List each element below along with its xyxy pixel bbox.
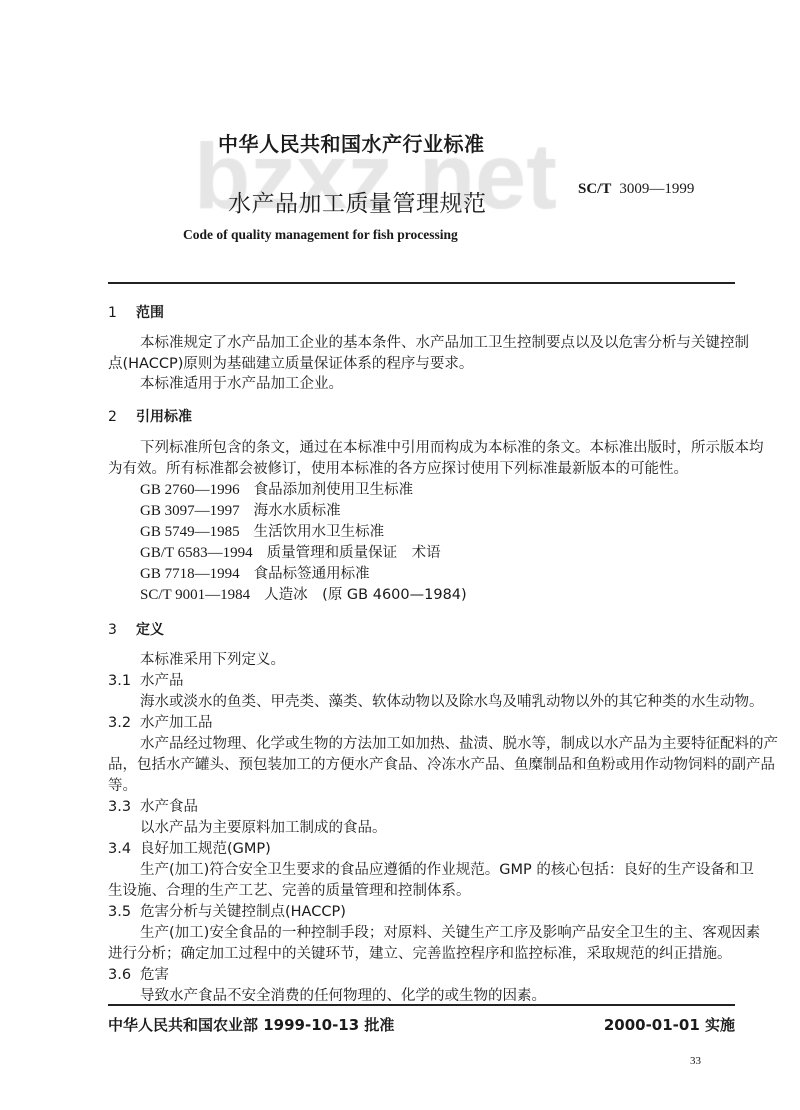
- reference-name: 质量管理和质量保证 术语: [266, 545, 441, 561]
- code-prefix: SC/T: [578, 181, 612, 197]
- definition-term: [108, 840, 271, 858]
- definition-text: 生设施、合理的生产工艺、完善的质量管理和控制体系。: [108, 883, 471, 899]
- english-title: Code of quality management for fish processing: [183, 227, 458, 242]
- definition-text: 品，包括水产罐头、预包装加工的方便水产食品、冷冻水产品、鱼糜制品和鱼粉或用作动物饲料的副产品: [108, 757, 775, 773]
- definition-term-label: 危害分析与关键控制点(HACCP): [140, 904, 346, 920]
- reference-code: SC/T 9001—1984: [140, 587, 251, 603]
- paragraph-line: 为有效。所有标准都会被修订，使用本标准的各方应探讨使用下列标准最新版本的可能性。: [108, 461, 688, 477]
- definition-text: 生产(加工)符合安全卫生要求的食品应遵循的作业规范。GMP 的核心包括：良好的生产设备和卫: [140, 862, 754, 878]
- reference-code: GB/T 6583—1994: [140, 545, 253, 561]
- standard-code: [578, 181, 694, 198]
- definition-text: 进行分析；确定加工过程中的关键环节，建立、完善监控程序和监控标准，采取规范的纠正措施。: [108, 946, 732, 962]
- reference-item: [140, 544, 441, 562]
- code-number: 3009—1999: [619, 181, 695, 197]
- footer-divider: [108, 1004, 735, 1006]
- definition-term: [108, 714, 213, 732]
- reference-name: 食品标签通用标准: [253, 566, 370, 582]
- definition-number: 3.4: [108, 841, 132, 857]
- reference-name: 人造冰 (原 GB 4600—1984): [264, 587, 467, 603]
- definition-term: [108, 798, 198, 816]
- definition-text: 以水产品为主要原料加工制成的食品。: [140, 820, 387, 836]
- section-heading-2: 2 引用标准: [108, 409, 192, 425]
- definition-term: [108, 672, 184, 690]
- reference-code: GB 7718—1994: [140, 566, 240, 582]
- reference-code: GB 3097—1997: [140, 503, 240, 519]
- reference-code: GB 2760—1996: [140, 482, 240, 498]
- definition-term-label: 危害: [140, 967, 169, 983]
- definition-term-label: 水产加工品: [140, 715, 213, 731]
- paragraph-line: 点(HACCP)原则为基础建立质量保证体系的程序与要求。: [108, 356, 474, 372]
- definition-number: 3.1: [108, 673, 132, 689]
- definition-term-label: 良好加工规范(GMP): [140, 841, 271, 857]
- definition-text: 水产品经过物理、化学或生物的方法加工如加热、盐渍、脱水等，制成以水产品为主要特征配料的产: [140, 736, 778, 752]
- approval-date: 中华人民共和国农业部 1999-10-13 批准: [108, 1016, 395, 1034]
- header-divider: [108, 282, 735, 284]
- section-heading-1: 1 范围: [108, 305, 164, 321]
- definition-term: [108, 966, 169, 984]
- definition-number: 3.3: [108, 799, 132, 815]
- definition-term-label: 水产食品: [140, 799, 198, 815]
- definition-text: 海水或淡水的鱼类、甲壳类、藻类、软体动物以及除水鸟及哺乳动物以外的其它种类的水生动物。: [140, 694, 764, 710]
- paragraph-line: 本标准采用下列定义。: [140, 652, 285, 668]
- reference-item: [140, 565, 370, 583]
- definition-number: 3.5: [108, 904, 132, 920]
- definition-term-label: 水产品: [140, 673, 184, 689]
- reference-name: 生活饮用水卫生标准: [253, 524, 385, 540]
- reference-item: [140, 523, 384, 541]
- section-heading-3: 3 定义: [108, 622, 164, 638]
- reference-name: 食品添加剂使用卫生标准: [253, 482, 414, 498]
- definition-number: 3.2: [108, 715, 132, 731]
- document-title: 水产品加工质量管理规范: [228, 191, 487, 217]
- effective-date: 2000-01-01 实施: [603, 1016, 735, 1034]
- standard-category: 中华人民共和国水产行业标准: [218, 132, 485, 156]
- reference-code: GB 5749—1985: [140, 524, 240, 540]
- definition-text: 等。: [108, 778, 137, 794]
- reference-item: [140, 502, 341, 520]
- paragraph-line: 下列标准所包含的条文，通过在本标准中引用而构成为本标准的条文。本标准出版时，所示版本均: [140, 440, 764, 456]
- definition-text: 生产(加工)安全食品的一种控制手段；对原料、关键生产工序及影响产品安全卫生的主、客观因素: [140, 925, 761, 941]
- definition-text: 导致水产食品不安全消费的任何物理的、化学的或生物的因素。: [140, 988, 546, 1004]
- definition-term: [108, 903, 346, 921]
- reference-item: [140, 586, 467, 604]
- paragraph-line: 本标准适用于水产品加工企业。: [140, 376, 343, 392]
- paragraph-line: 本标准规定了水产品加工企业的基本条件、水产品加工卫生控制要点以及以危害分析与关键控制: [140, 335, 749, 351]
- reference-name: 海水水质标准: [253, 503, 341, 519]
- reference-item: [140, 481, 413, 499]
- definition-number: 3.6: [108, 967, 132, 983]
- page-number: 33: [690, 1055, 701, 1067]
